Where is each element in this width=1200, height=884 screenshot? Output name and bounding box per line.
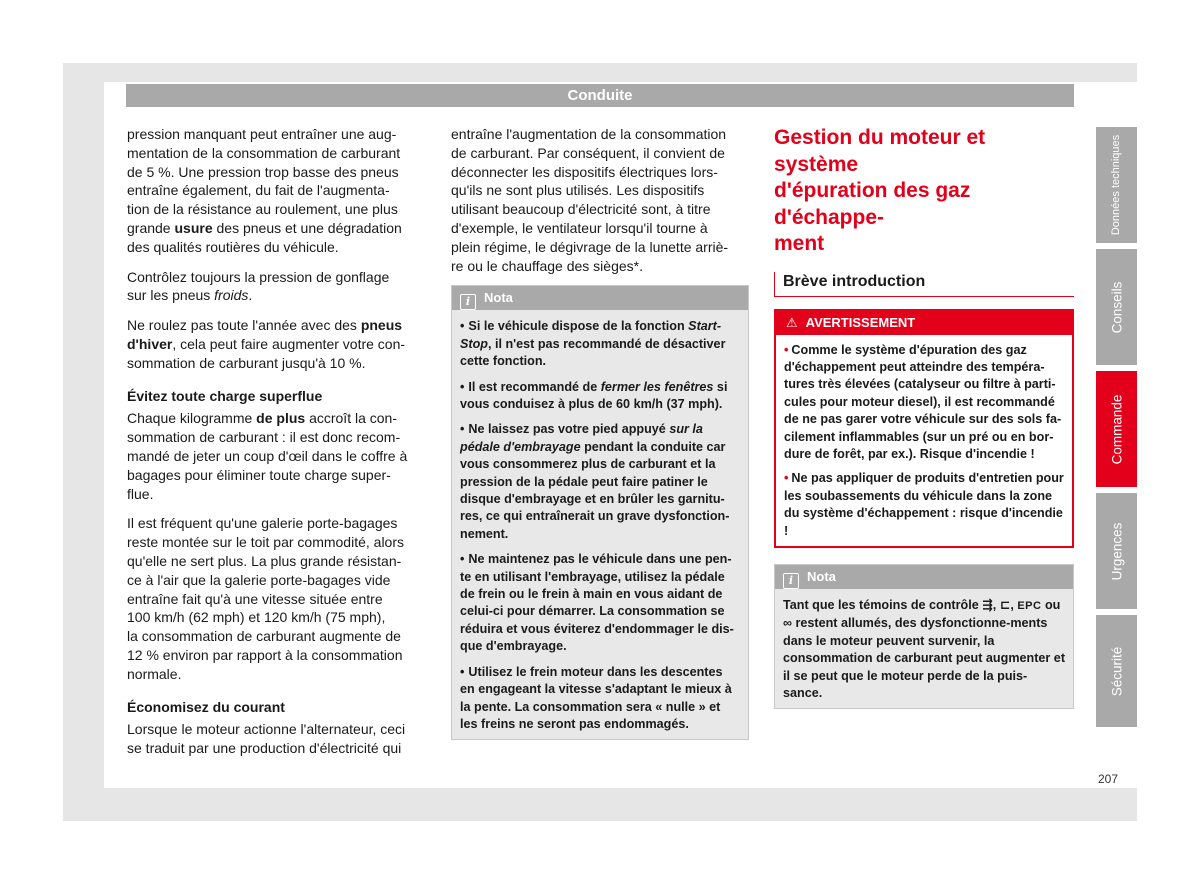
- warning-header: ⚠ AVERTISSEMENT: [776, 311, 1072, 335]
- paragraph-electrical-devices: entraîne l'augmentation de la consommation de carburant. Par conséquent, il convient de déconnecter les dispositifs électriques lors- qu'ils ne sont plus utilisés. Les dispositifs utilisant beaucoup d'électricité sont, à titre d'exemple, le ventilateur lorsqu'il tourne à plein régime, le dégivrage de la lunette arriè- re ou le chauffage des sièges*.: [451, 126, 729, 274]
- note-item-engine-brake: • Utilisez le frein moteur dans les descentes en engageant la vitesse s'adaptant le mieux à la pente. La consommation sera « nulle » et les freins ne seront pas endommagés.: [460, 664, 732, 731]
- warning-triangle-icon: ⚠: [786, 314, 798, 330]
- info-icon: i: [783, 573, 799, 589]
- note-item-warning-lights: Tant que les témoins de contrôle ⇶, ⊏, EPC ou ∞ restent allumés, des dysfonctionne-ments dans le moteur peuvent survenir, la consommation de carburant peut augmenter et il se peut que le moteur perde de la puis-sance.: [783, 597, 1066, 700]
- note-box-driving: [451, 285, 749, 740]
- warning-item-exhaust-heat: • Comme le système d'épuration des gaz d'échappement peut atteindre des tempéra-tures très élevées (catalyseur ou filtre à parti-cules pour moteur diesel), il est recommandé de ne pas garer votre véhicule sur des sols fa-cilement inflammables (sur un pré ou en bor-dure de forêt, par ex.). Risque d'incendie !: [784, 342, 1062, 461]
- tab-emergencies[interactable]: Urgences: [1096, 493, 1137, 609]
- subsection-title: Brève introduction: [774, 272, 1074, 297]
- tab-advice[interactable]: Conseils: [1096, 249, 1137, 365]
- tab-safety[interactable]: Sécurité: [1096, 615, 1137, 727]
- section-title: Gestion du moteur et système d'épuration des gaz d'échappe- ment: [774, 126, 986, 255]
- page-number: 207: [1098, 772, 1119, 786]
- paragraph-alternator: Lorsque le moteur actionne l'alternateur, ceci se traduit par une production d'électricité qui: [127, 721, 406, 757]
- chapter-header: Conduite: [126, 84, 1074, 107]
- paragraph-tire-pressure: pression manquant peut entraîner une aug- mentation de la consommation de carburant de 5 %. Une pression trop basse des pneus entraîne également, du fait de l'augmenta- tion de la résistance au roulement, une plus grande usure des pneus et une dégradation des qualités routières du véhicule.: [127, 126, 402, 255]
- column-right: [774, 125, 1074, 709]
- exhaust-warning-icon: ⇶: [982, 597, 993, 612]
- note-item-slope: • Ne maintenez pas le véhicule dans une pen-te en utilisant l'embrayage, utilisez la pédale de frein ou le frein à main en vous aidant de celui-ci pour démarrer. La consommation se réduira et vous éviterez d'endommager le dis-que d'embrayage.: [460, 552, 734, 654]
- note-box-engine: [774, 564, 1074, 709]
- glow-plug-icon: ∞: [783, 616, 792, 631]
- paragraph-roof-rack: Il est fréquent qu'une galerie porte-bagages reste montée sur le toit par commodité, alors qu'elle ne sert plus. La plus grande résistan- ce à l'air que la galerie porte-bagages vide entraîne fait qu'à une vitesse située entre 100 km/h (62 mph) et 120 km/h (75 mph), la consommation de carburant augmente de 12 % environ par rapport à la consommation normale.: [127, 515, 405, 682]
- heading-avoid-load: Évitez toute charge superflue: [127, 387, 323, 404]
- engine-warning-icon: ⊏: [999, 597, 1011, 612]
- note-header: i Nota: [775, 565, 1073, 589]
- info-icon: i: [460, 294, 476, 310]
- paragraph-winter-tires: Ne roulez pas toute l'année avec des pneus d'hiver, cela peut faire augmenter votre con- sommation de carburant jusqu'à 10 %.: [127, 317, 406, 371]
- note-body: [775, 589, 1073, 708]
- note-item-clutch-pedal: • Ne laissez pas votre pied appuyé sur la pédale d'embrayage pendant la conduite car vous consommerez plus de carburant et la pression de la pédale peut faire patiner le disque d'embrayage et en brûler les garnitu-res, ce qui entraînerait un grave dysfonction-nement.: [460, 422, 730, 541]
- warning-item-underbody: • Ne pas appliquer de produits d'entretien pour les soubassements du véhicule dans la zone du système d'échappement : risque d'incendie !: [784, 471, 1064, 538]
- note-body: [452, 310, 748, 739]
- column-middle: [451, 125, 749, 740]
- note-item-start-stop: • Si le véhicule dispose de la fonction Start-Stop, il n'est pas recommandé de désactiver cette fonction.: [460, 319, 726, 369]
- note-header: i Nota: [452, 286, 748, 310]
- tab-controls[interactable]: Commande: [1096, 371, 1137, 487]
- warning-body: [776, 335, 1072, 546]
- heading-save-power: Économisez du courant: [127, 698, 285, 715]
- paragraph-check-pressure: Contrôlez toujours la pression de gonflage sur les pneus froids.: [127, 268, 390, 304]
- warning-box: [774, 309, 1074, 548]
- column-left: [127, 125, 425, 769]
- tab-technical-data[interactable]: Données techniques: [1096, 127, 1137, 243]
- note-item-windows: • Il est recommandé de fermer les fenêtres si vous conduisez à plus de 60 km/h (37 mph).: [460, 379, 728, 411]
- paragraph-extra-weight: Chaque kilogramme de plus accroît la con- sommation de carburant : il est donc recom- mandé de jeter un coup d'œil dans le coffre à bagages pour éliminer toute charge super- flue.: [127, 410, 408, 502]
